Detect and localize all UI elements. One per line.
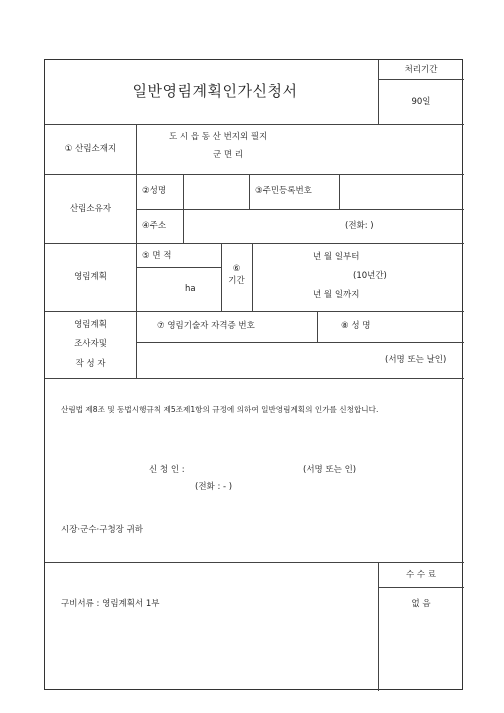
owner-phone: (전화: ) bbox=[345, 221, 374, 231]
rule bbox=[183, 174, 184, 209]
application-form bbox=[44, 59, 463, 690]
rule bbox=[249, 174, 250, 209]
forest-owner-label: 산림소유자 bbox=[69, 204, 112, 214]
rule bbox=[136, 342, 464, 343]
plan-period-from: 년 월 일부터 bbox=[313, 252, 360, 262]
recipient-text: 시장·군수·구청장 귀하 bbox=[61, 525, 144, 535]
plan-period-label: 기간 bbox=[228, 276, 245, 286]
rule bbox=[252, 243, 253, 311]
processing-period-label: 처리기간 bbox=[404, 65, 438, 75]
rule bbox=[45, 174, 464, 175]
rule bbox=[378, 79, 464, 80]
forest-location-label: ① 산림소재지 bbox=[64, 144, 117, 154]
surveyor-name-label: ⑧ 성 명 bbox=[341, 321, 371, 331]
surveyor-certificate-label: ⑦ 영림기술자 자격증 번호 bbox=[157, 321, 255, 331]
rule bbox=[45, 311, 464, 312]
rule bbox=[183, 209, 184, 243]
rule bbox=[45, 378, 464, 379]
plan-period-number: ⑥ bbox=[232, 264, 241, 274]
rule bbox=[378, 587, 464, 588]
rule bbox=[339, 174, 340, 209]
plan-area-label: ⑤ 면 적 bbox=[142, 251, 172, 261]
owner-address-label: ④주소 bbox=[142, 221, 167, 231]
applicant-phone: (전화 : - ) bbox=[195, 482, 233, 492]
rule bbox=[317, 311, 318, 342]
rule bbox=[136, 267, 221, 268]
rule bbox=[136, 124, 137, 378]
applicant-signature: (서명 또는 인) bbox=[303, 465, 357, 475]
rule bbox=[45, 124, 464, 125]
rule bbox=[378, 562, 379, 691]
owner-name-label: ②성명 bbox=[142, 186, 167, 196]
surveyor-label-line1: 영림계획 bbox=[74, 320, 107, 330]
form-title: 일반영림계획인가신청서 bbox=[132, 82, 298, 100]
fee-label: 수 수 료 bbox=[405, 570, 437, 580]
processing-period-value: 90일 bbox=[411, 97, 431, 107]
owner-registration-label: ③주민등록번호 bbox=[255, 186, 312, 196]
rule bbox=[45, 562, 464, 563]
plan-period-to: 년 월 일까지 bbox=[313, 290, 360, 300]
attachments-text: 구비서류 : 영림계획서 1부 bbox=[61, 599, 160, 609]
declaration-text: 산림법 제8조 및 동법시행규칙 제5조제1항의 규정에 의하여 일반영림계획의 인가를 신청합니다. bbox=[61, 405, 379, 414]
forest-location-line2: 군 면 리 bbox=[213, 150, 244, 160]
forest-location-line1: 도 시 읍 동 산 번지외 필지 bbox=[169, 132, 268, 142]
surveyor-label-line2: 조사자및 bbox=[74, 339, 107, 349]
fee-value: 없 음 bbox=[411, 599, 431, 609]
rule bbox=[45, 243, 464, 244]
surveyor-label-line3: 작 성 자 bbox=[75, 359, 106, 369]
plan-period-years: (10년간) bbox=[353, 271, 387, 281]
rule bbox=[136, 209, 464, 210]
surveyor-signature: (서명 또는 날인) bbox=[385, 355, 447, 365]
plan-area-unit: ha bbox=[185, 284, 196, 294]
applicant-label: 신 청 인 : bbox=[149, 465, 185, 475]
forest-plan-label: 영림계획 bbox=[74, 272, 107, 282]
